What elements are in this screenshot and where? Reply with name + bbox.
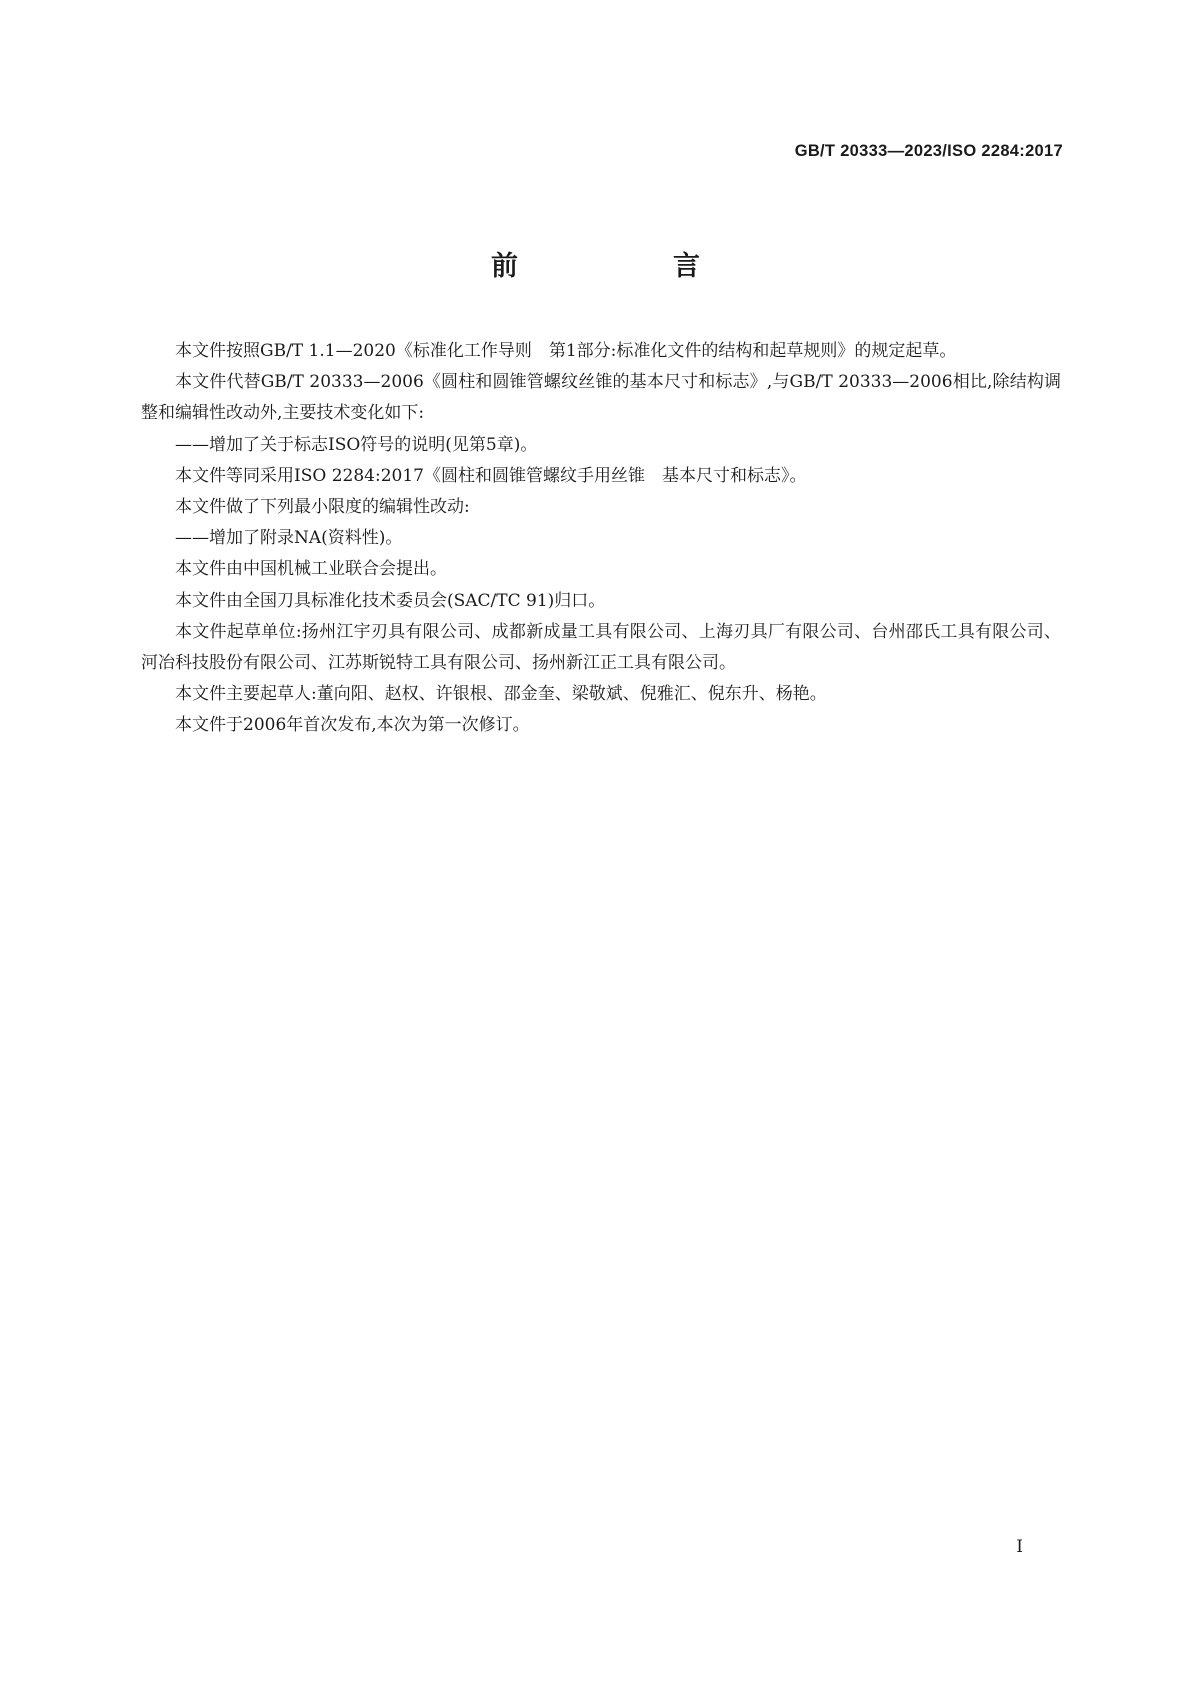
- preface-body: [141, 336, 1061, 742]
- paragraph-drafting-units: 本文件起草单位:扬州江宇刃具有限公司、成都新成量工具有限公司、上海刃具厂有限公司、台州邵氏工具有限公司、河冶科技股份有限公司、江苏斯锐特工具有限公司、扬州新江正工具有限公司。: [141, 621, 1061, 674]
- page-title: 前 言: [491, 251, 764, 282]
- paragraph-identical-adoption: 本文件等同采用ISO 2284:2017《圆柱和圆锥管螺纹手用丝锥 基本尺寸和标志》。: [175, 465, 807, 486]
- paragraph-drafters: 本文件主要起草人:董向阳、赵权、许银根、邵金奎、梁敬斌、倪雅汇、倪东升、杨艳。: [175, 684, 827, 705]
- paragraph-change-item: ——增加了关于标志ISO符号的说明(见第5章)。: [175, 434, 538, 455]
- paragraph-drafting-rules: 本文件按照GB/T 1.1—2020《标准化工作导则 第1部分:标准化文件的结构和起草规则》的规定起草。: [175, 341, 957, 361]
- paragraph-replaces: 本文件代替GB/T 20333—2006《圆柱和圆锥管螺纹丝锥的基本尺寸和标志》,与GB/T 20333—2006相比,除结构调整和编辑性改动外,主要技术变化如下:: [141, 372, 1061, 424]
- paragraph-publication-history: 本文件于2006年首次发布,本次为第一次修订。: [175, 715, 530, 736]
- paragraph-editorial-changes: 本文件做了下列最小限度的编辑性改动:: [175, 497, 470, 518]
- paragraph-proposed-by: 本文件由中国机械工业联合会提出。: [175, 559, 447, 580]
- paragraph-technical-committee: 本文件由全国刀具标准化技术委员会(SAC/TC 91)归口。: [175, 590, 606, 611]
- page-number: I: [1016, 1537, 1023, 1557]
- paragraph-editorial-item: ——增加了附录NA(资料性)。: [175, 528, 403, 549]
- standard-code: GB/T 20333—2023/ISO 2284:2017: [794, 142, 1063, 160]
